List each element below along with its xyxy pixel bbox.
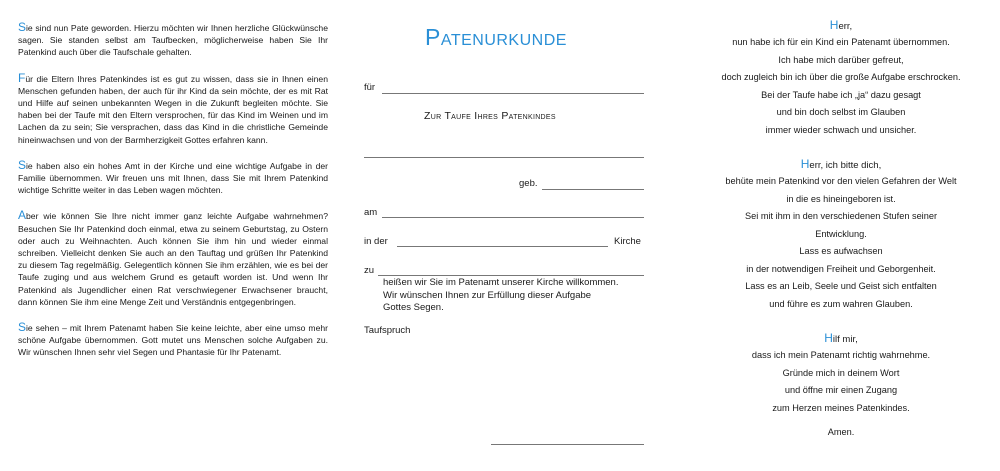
paragraph-1: Sie sind nun Pate geworden. Hierzu möchten wir Ihnen herzliche Glückwünsche sagen. Sie standen selbst am Taufbecken, möglicherweise haben Sie Ihr Patenkind auch über die Taufschale gehalten. xyxy=(18,20,328,58)
stanza-3-head: Hilf mir, xyxy=(824,331,858,345)
fuer-field[interactable] xyxy=(382,93,644,94)
geb-label: geb. xyxy=(519,178,538,189)
stanza-1-head: Herr, xyxy=(829,18,853,32)
subheading: Zur Taufe Ihres Patenkindes xyxy=(424,110,556,122)
intro-text xyxy=(18,22,328,373)
amen: Amen. xyxy=(827,427,855,437)
stanza-2-head: Herr, ich bitte dich, xyxy=(800,157,882,171)
paragraph-4: Aber wie können Sie Ihre nicht immer ganz leichte Aufgabe wahrnehmen? Besuchen Sie Ihr Patenkind doch einmal, etwa zu seinem Geburtstag, zu Ostern oder auch zu Weihnachten. Auch können Sie ihm hin und wieder einmal schreiben. Vielleicht denken Sie auch an den Tauftag und grüßen Ihr Patenkind zu diesem Tag regelmäßig. Gelegentlich können Sie ihm erzählen, wie es bei der Taufe zuging und aus welchem Grund es getauft worden ist. Und wenn Ihr Patenkind als Jugendlicher einen Rat verschwiegener Erwachsener braucht, dann können Sie ihm eine Menge Zeit und Verständnis entgegenbringen. xyxy=(18,208,328,307)
am-field[interactable] xyxy=(382,217,644,218)
name-field[interactable] xyxy=(364,157,644,158)
zu-field[interactable] xyxy=(378,275,644,276)
in-der-label: in der xyxy=(364,236,388,247)
paragraph-5: Sie sehen – mit Ihrem Patenamt haben Sie keine leichte, aber eine umso mehr schöne Aufgabe übernommen. Gott mutet uns Menschen solche Aufgaben zu. Wir wünschen Ihnen sehr viel Segen und Phantasie für Ihr Patenamt. xyxy=(18,320,328,358)
fuer-label: für xyxy=(364,82,376,93)
stanza-2: Herr, ich bitte dich, behüte mein Patenkind vor den vielen Gefahren der Welt in die es hineingeboren ist. Sei mit ihm in den verschiedenen Stufen seiner Entwicklung. Lass es aufwachsen in der notwendigen Freiheit und Geborgenheit. Lass es an Leib, Seele und Geist sich entfalten und führe es zum wahren Glauben. xyxy=(695,159,987,313)
welcome-text: heißen wir Sie im Patenamt unserer Kirche willkommen. Wir wünschen Ihnen zur Erfüllung dieser Aufgabe Gottes Segen. xyxy=(383,277,619,313)
prayer xyxy=(695,20,987,437)
taufspruch-label: Taufspruch xyxy=(364,325,411,336)
stanza-3: Hilf mir, dass ich mein Patenamt richtig wahrnehme. Gründe mich in deinem Wort und öffne mir einen Zugang zum Herzen meines Patenkindes. xyxy=(695,333,987,417)
am-label: am xyxy=(364,207,378,218)
stanza-1: Herr, nun habe ich für ein Kind ein Patenamt übernommen. Ich habe mich darüber gefreut, doch zugleich bin ich über die große Aufgabe erschrocken. Bei der Taufe habe ich „ja“ dazu gesagt und bin doch selbst im Glauben immer wieder schwach und unsicher. xyxy=(695,20,987,139)
paragraph-2: Für die Eltern Ihres Patenkindes ist es gut zu wissen, dass sie in Ihnen einen Menschen gefunden haben, der auch für ihr Kind da sein möchte, der es mit Rat und Hilfe auf seinen unbekannten Wegen in die Zukunft begleiten möchte. Sie haben bei der Taufe mit den Eltern versprochen, für das Kind im Weinen und im Lachen da zu sein; Sie versprachen, dass das Kind in die christliche Gemeinde hineinwachsen und von der Barmherzigkeit Gottes erfahren kann. xyxy=(18,70,328,145)
signature-line[interactable] xyxy=(491,444,644,445)
certificate-title: Patenurkunde xyxy=(425,24,567,50)
church-field[interactable] xyxy=(397,246,608,247)
kirche-label: Kirche xyxy=(614,236,641,247)
zu-label: zu xyxy=(364,265,375,276)
paragraph-3: Sie haben also ein hohes Amt in der Kirche und eine wichtige Aufgabe in der Familie übernommen. Wir freuen uns mit Ihnen, dass Sie mit Ihrem Patenkind wichtige Schritte weiter in das Leben wagen möchten. xyxy=(18,157,328,196)
geb-field[interactable] xyxy=(542,189,644,190)
